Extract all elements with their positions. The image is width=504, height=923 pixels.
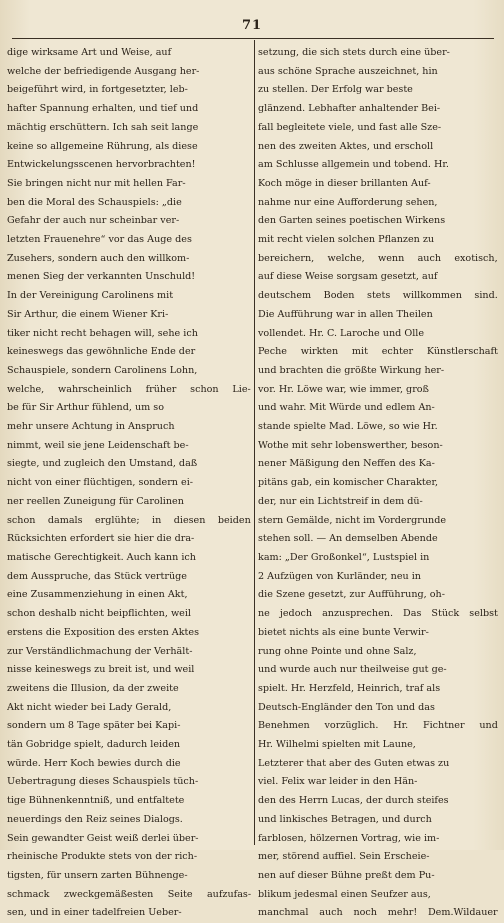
- text-line: Schauspiele, sondern Carolinens Lohn,: [7, 364, 198, 376]
- text-line: mit recht vielen solchen Pflanzen zu: [258, 234, 435, 246]
- text-line: nen des zweiten Aktes, und erscholl: [258, 140, 434, 152]
- text-line: sondern um 8 Tage später bei Kapi-: [7, 720, 181, 732]
- text-line: ne jedoch anzusprechen. Das Stück selbst: [258, 608, 498, 620]
- text-line: auf diese Weise sorgsam gesetzt, auf: [258, 271, 438, 283]
- text-line: zu stellen. Der Erfolg war beste: [258, 84, 413, 96]
- text-line: nicht von einer flüchtigen, sondern ei-: [7, 477, 194, 489]
- text-line: und brachten die größte Wirkung her-: [258, 364, 445, 376]
- text-line: Uebertragung dieses Schauspiels tüch-: [7, 776, 199, 788]
- text-line: mehr unsere Achtung in Anspruch: [7, 421, 175, 433]
- text-line: kam: „Der Großonkel“, Lustspiel in: [258, 551, 430, 563]
- text-line: spielt. Hr. Herzfeld, Heinrich, traf als: [258, 682, 441, 694]
- text-line: schmack zweckgemäßesten Seite aufzufas-: [7, 888, 251, 900]
- text-line: glänzend. Lebhafter anhaltender Bei-: [258, 103, 441, 115]
- text-line: welche der befriedigende Ausgang her-: [7, 65, 200, 77]
- text-line: blikum jedesmal einen Seufzer aus,: [258, 888, 431, 900]
- text-line: vor. Hr. Löwe war, wie immer, groß: [258, 383, 429, 395]
- text-line: Benehmen vorzüglich. Hr. Fichtner und: [258, 720, 498, 732]
- text-line: Gefahr der auch nur scheinbar ver-: [7, 215, 180, 227]
- text-line: erstens die Exposition des ersten Aktes: [7, 626, 199, 638]
- text-line: ben die Moral des Schauspiels: „die: [7, 196, 182, 208]
- text-line: Entwickelungsscenen hervorbrachten!: [7, 159, 196, 171]
- text-line: manchmal auch noch mehr! Dem.Wildauer: [258, 907, 498, 919]
- text-line: deutschem Boden stets willkommen sind.: [258, 290, 498, 302]
- text-line: stande spielte Mad. Löwe, so wie Hr.: [258, 421, 438, 433]
- text-line: und wahr. Mit Würde und edlem An-: [258, 402, 435, 414]
- text-line: menen Sieg der verkannten Unschuld!: [7, 271, 196, 283]
- text-line: setzung, die sich stets durch eine über-: [258, 47, 450, 58]
- text-line: nisse keineswegs zu breit ist, und weil: [7, 664, 195, 676]
- text-line: Sie bringen nicht nur mit hellen Far-: [7, 177, 186, 189]
- text-line: keineswegs das gewöhnliche Ende der: [7, 346, 196, 358]
- text-line: beigeführt wird, in fortgesetzter, leb-: [7, 84, 188, 96]
- text-line: In der Vereinigung Carolinens mit: [7, 290, 174, 302]
- text-line: Hr. Wilhelmi spielten mit Laune,: [258, 739, 416, 751]
- text-line: bietet nichts als eine bunte Verwir-: [258, 626, 429, 638]
- text-line: 2 Aufzügen von Kurländer, neu in: [258, 570, 421, 582]
- column-divider: [254, 40, 255, 845]
- text-line: Deutsch-Engländer den Ton und das: [258, 701, 435, 713]
- text-column-left: [7, 44, 251, 923]
- text-line: aus schöne Sprache auszeichnet, hin: [258, 65, 438, 77]
- text-line: den des Herrn Lucas, der durch steifes: [258, 795, 449, 807]
- text-line: Koch möge in dieser brillanten Auf-: [258, 177, 431, 189]
- text-line: tän Gobridge spielt, dadurch leiden: [7, 739, 181, 751]
- text-line: keine so allgemeine Rührung, als diese: [7, 140, 198, 152]
- text-line: tigsten, für unsern zarten Bühnenge-: [7, 869, 188, 881]
- header-rule: [12, 38, 494, 39]
- text-line: die Szene gesetzt, zur Aufführung, oh-: [258, 589, 445, 601]
- text-column-right: [258, 44, 498, 923]
- text-line: schon damals erglühte; in diesen beiden: [7, 514, 251, 526]
- text-line: dem Ausspruche, das Stück vertrüge: [7, 570, 187, 582]
- text-line: Letzterer that aber des Guten etwas zu: [258, 757, 450, 769]
- text-line: schon deshalb nicht beipflichten, weil: [7, 608, 191, 620]
- text-line: der, nur ein Lichtstreif in dem dü-: [258, 495, 423, 507]
- text-line: stehen soll. — An demselben Abende: [258, 533, 438, 545]
- text-line: siegte, und zugleich den Umstand, daß: [7, 458, 198, 470]
- text-line: fall begleitete viele, und fast alle Sze-: [258, 121, 442, 133]
- text-line: nener Mäßigung den Neffen des Ka-: [258, 458, 435, 470]
- text-line: Wothe mit sehr lobenswerther, beson-: [258, 439, 443, 451]
- text-line: hafter Spannung erhalten, und tief und: [7, 103, 199, 115]
- text-line: nen auf dieser Bühne preßt dem Pu-: [258, 869, 435, 881]
- text-line: mer, störend auffiel. Sein Erscheie-: [258, 851, 430, 863]
- text-line: rung ohne Pointe und ohne Salz,: [258, 645, 417, 657]
- text-line: Akt nicht wieder bei Lady Gerald,: [7, 701, 172, 713]
- text-line: und linkisches Betragen, und durch: [258, 813, 432, 825]
- text-line: letzten Frauenehre“ vor das Auge des: [7, 234, 192, 246]
- text-line: pitäns gab, ein komischer Charakter,: [258, 477, 439, 489]
- text-line: Sir Arthur, die einem Wiener Kri-: [7, 308, 169, 320]
- text-line: nahme nur eine Aufforderung sehen,: [258, 196, 438, 208]
- text-line: Rücksichten erfordert sie hier die dra-: [7, 533, 195, 545]
- text-line: zweitens die Illusion, da der zweite: [7, 682, 179, 694]
- text-line: stern Gemälde, nicht im Vordergrunde: [258, 514, 447, 526]
- text-line: sen, und in einer tadelfreien Ueber-: [7, 907, 182, 919]
- text-line: matische Gerechtigkeit. Auch kann ich: [7, 551, 196, 563]
- text-line: den Garten seines poetischen Wirkens: [258, 215, 446, 227]
- text-line: würde. Herr Koch bewies durch die: [7, 757, 181, 769]
- text-line: be für Sir Arthur fühlend, um so: [7, 402, 164, 414]
- text-line: Peche wirkten mit echter Künstlerschaft: [258, 346, 498, 358]
- text-line: tiker nicht recht behagen will, sehe ich: [7, 327, 198, 339]
- text-line: vollendet. Hr. C. Laroche und Olle: [258, 327, 425, 339]
- text-line: mächtig erschüttern. Ich sah seit lange: [7, 121, 199, 133]
- text-line: Die Aufführung war in allen Theilen: [258, 308, 433, 320]
- text-line: rheinische Produkte stets von der rich-: [7, 851, 198, 863]
- text-line: und wurde auch nur theilweise gut ge-: [258, 664, 447, 676]
- text-line: neuerdings den Reiz seines Dialogs.: [7, 813, 183, 825]
- text-line: eine Zusammenziehung in einen Akt,: [7, 589, 188, 601]
- text-line: ner reellen Zuneigung für Carolinen: [7, 495, 184, 507]
- text-line: nimmt, weil sie jene Leidenschaft be-: [7, 439, 189, 451]
- page-number: 71: [241, 18, 263, 33]
- text-line: Sein gewandter Geist weiß derlei über-: [7, 832, 199, 844]
- text-line: bereichern, welche, wenn auch exotisch,: [258, 252, 498, 264]
- text-line: am Schlusse allgemein und tobend. Hr.: [258, 159, 449, 171]
- text-line: zur Verständlichmachung der Verhält-: [7, 645, 193, 657]
- text-line: Zusehers, sondern auch den willkom-: [7, 252, 190, 264]
- text-line: tige Bühnenkenntniß, und entfaltete: [7, 795, 185, 807]
- text-line: dige wirksame Art und Weise, auf: [7, 47, 172, 58]
- text-line: farblosen, hölzernen Vortrag, wie im-: [258, 832, 440, 844]
- text-line: welche, wahrscheinlich früher schon Lie-: [7, 383, 251, 395]
- text-line: viel. Felix war leider in den Hän-: [258, 776, 418, 788]
